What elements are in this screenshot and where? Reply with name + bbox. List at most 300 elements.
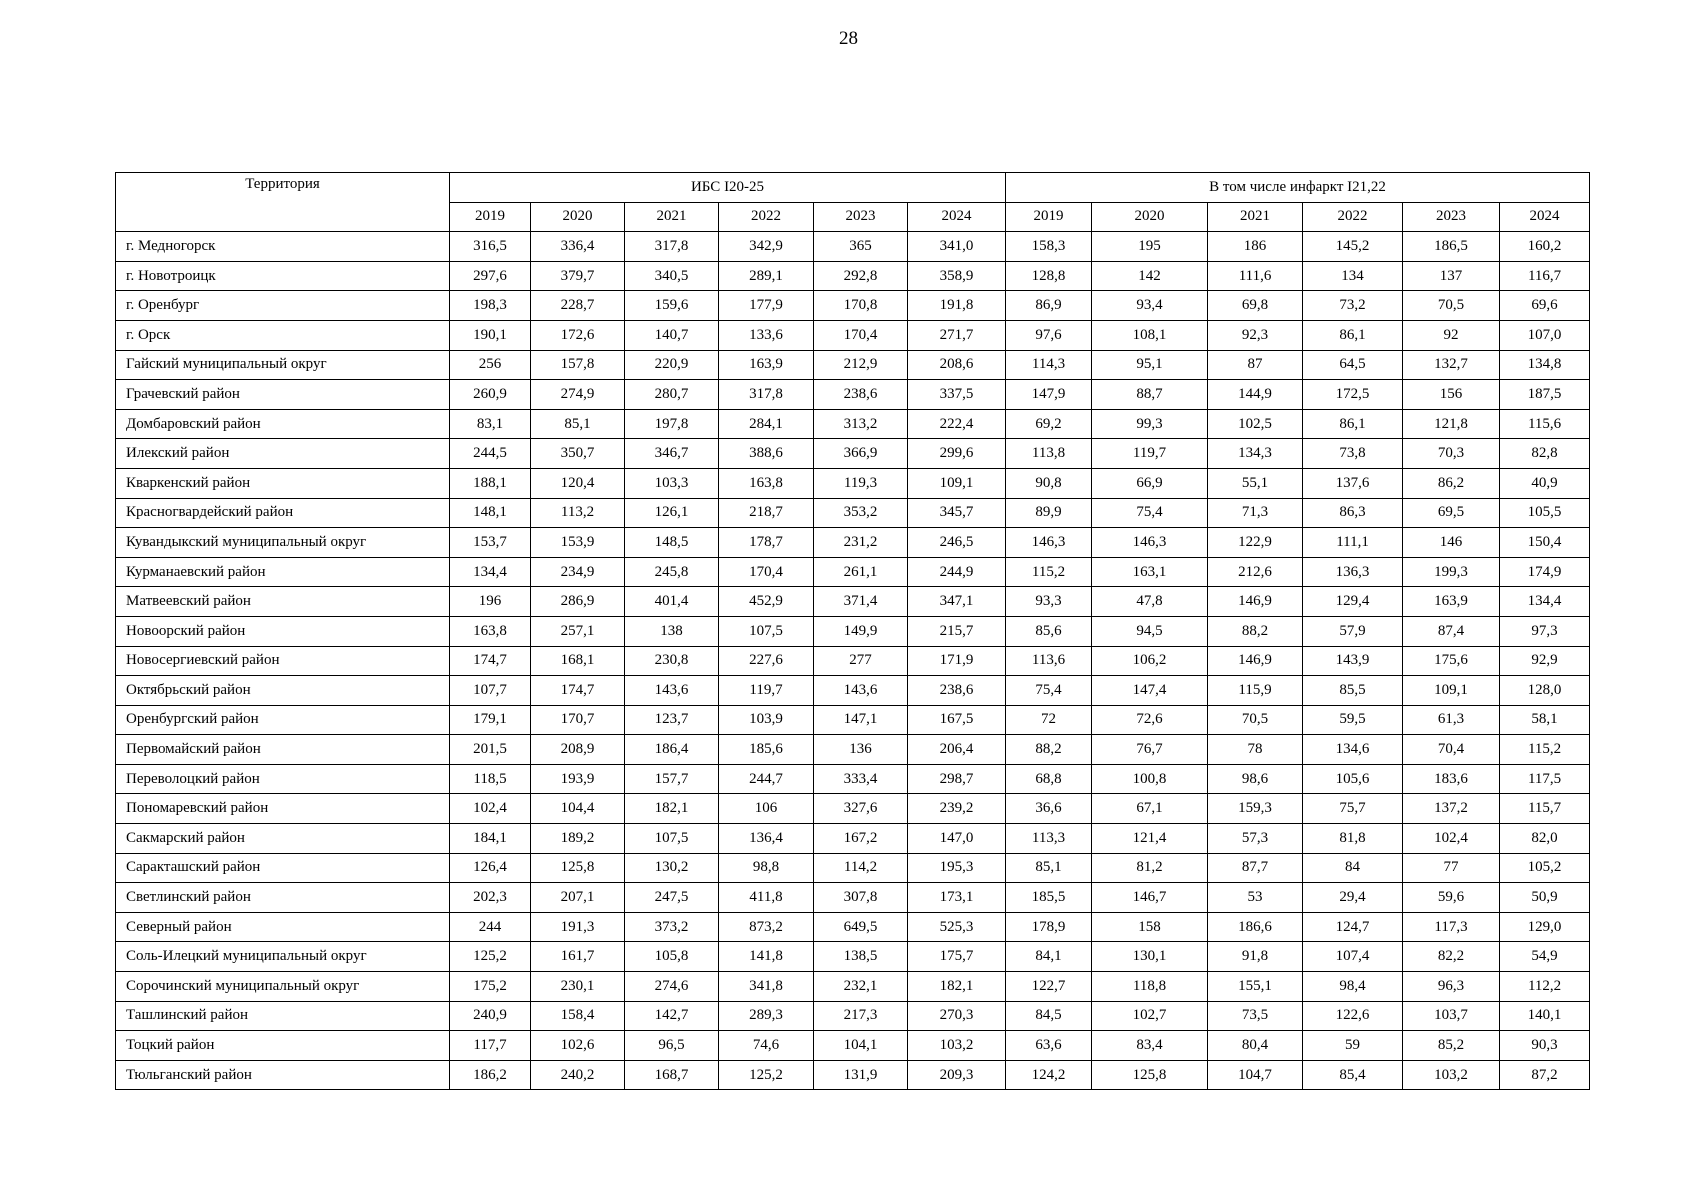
ibs-value-cell: 170,4	[719, 557, 814, 587]
infarction-value-cell: 103,2	[1403, 1060, 1500, 1090]
table-row	[116, 676, 1590, 706]
infarction-value-cell: 85,2	[1403, 1031, 1500, 1061]
infarction-value-cell: 73,5	[1208, 1001, 1303, 1031]
infarction-value-cell: 85,5	[1303, 676, 1403, 706]
ibs-value-cell: 212,9	[814, 350, 908, 380]
ibs-value-cell: 245,8	[625, 557, 719, 587]
ibs-value-cell: 186,2	[450, 1060, 531, 1090]
ibs-value-cell: 174,7	[450, 646, 531, 676]
table-row	[116, 439, 1590, 469]
ibs-value-cell: 261,1	[814, 557, 908, 587]
ibs-value-cell: 244,9	[908, 557, 1006, 587]
infarction-value-cell: 73,2	[1303, 291, 1403, 321]
infarction-value-cell: 83,4	[1092, 1031, 1208, 1061]
ibs-value-cell: 238,6	[814, 380, 908, 410]
ibs-year-header: 2019	[450, 202, 531, 232]
infarction-value-cell: 71,3	[1208, 498, 1303, 528]
ibs-value-cell: 202,3	[450, 883, 531, 913]
infarction-value-cell: 64,5	[1303, 350, 1403, 380]
infarction-value-cell: 136,3	[1303, 557, 1403, 587]
infarction-value-cell: 98,6	[1208, 764, 1303, 794]
ibs-value-cell: 167,2	[814, 824, 908, 854]
infarction-value-cell: 73,8	[1303, 439, 1403, 469]
infarction-value-cell: 88,2	[1006, 735, 1092, 765]
ibs-value-cell: 148,5	[625, 528, 719, 558]
ibs-value-cell: 179,1	[450, 705, 531, 735]
ibs-value-cell: 119,3	[814, 468, 908, 498]
ibs-value-cell: 240,2	[531, 1060, 625, 1090]
infarction-value-cell: 137	[1403, 261, 1500, 291]
territory-name-cell: Новоорский район	[116, 616, 450, 646]
ibs-value-cell: 317,8	[719, 380, 814, 410]
infarction-year-header: 2021	[1208, 202, 1303, 232]
ibs-value-cell: 218,7	[719, 498, 814, 528]
infarction-value-cell: 91,8	[1208, 942, 1303, 972]
infarction-value-cell: 174,9	[1500, 557, 1590, 587]
ibs-value-cell: 280,7	[625, 380, 719, 410]
ibs-value-cell: 167,5	[908, 705, 1006, 735]
infarction-value-cell: 107,4	[1303, 942, 1403, 972]
infarction-value-cell: 87	[1208, 350, 1303, 380]
infarction-value-cell: 61,3	[1403, 705, 1500, 735]
infarction-value-cell: 104,7	[1208, 1060, 1303, 1090]
infarction-value-cell: 137,6	[1303, 468, 1403, 498]
ibs-value-cell: 232,1	[814, 972, 908, 1002]
infarction-value-cell: 90,3	[1500, 1031, 1590, 1061]
table-row	[116, 735, 1590, 765]
infarction-value-cell: 109,1	[1403, 676, 1500, 706]
territory-name-cell: г. Новотроицк	[116, 261, 450, 291]
infarction-value-cell: 212,6	[1208, 557, 1303, 587]
infarction-value-cell: 112,2	[1500, 972, 1590, 1002]
infarction-value-cell: 95,1	[1092, 350, 1208, 380]
infarction-value-cell: 84,5	[1006, 1001, 1092, 1031]
infarction-value-cell: 59,5	[1303, 705, 1403, 735]
ibs-value-cell: 270,3	[908, 1001, 1006, 1031]
ibs-value-cell: 147,1	[814, 705, 908, 735]
infarction-value-cell: 102,7	[1092, 1001, 1208, 1031]
infarction-value-cell: 117,5	[1500, 764, 1590, 794]
ibs-value-cell: 379,7	[531, 261, 625, 291]
infarction-value-cell: 146	[1403, 528, 1500, 558]
ibs-value-cell: 186,4	[625, 735, 719, 765]
territory-name-cell: г. Орск	[116, 320, 450, 350]
infarction-year-header: 2022	[1303, 202, 1403, 232]
ibs-value-cell: 136	[814, 735, 908, 765]
ibs-value-cell: 117,7	[450, 1031, 531, 1061]
infarction-value-cell: 140,1	[1500, 1001, 1590, 1031]
ibs-value-cell: 98,8	[719, 853, 814, 883]
territory-name-cell: Грачевский район	[116, 380, 450, 410]
ibs-value-cell: 274,6	[625, 972, 719, 1002]
ibs-value-cell: 209,3	[908, 1060, 1006, 1090]
infarction-value-cell: 156	[1403, 380, 1500, 410]
ibs-value-cell: 177,9	[719, 291, 814, 321]
infarction-value-cell: 115,2	[1006, 557, 1092, 587]
ibs-value-cell: 299,6	[908, 439, 1006, 469]
ibs-value-cell: 190,1	[450, 320, 531, 350]
ibs-value-cell: 197,8	[625, 409, 719, 439]
ibs-value-cell: 230,1	[531, 972, 625, 1002]
infarction-value-cell: 128,0	[1500, 676, 1590, 706]
ibs-year-header: 2022	[719, 202, 814, 232]
infarction-value-cell: 160,2	[1500, 232, 1590, 262]
ibs-value-cell: 195,3	[908, 853, 1006, 883]
infarction-value-cell: 36,6	[1006, 794, 1092, 824]
infarction-value-cell: 186,5	[1403, 232, 1500, 262]
table-body	[116, 232, 1590, 1090]
ibs-value-cell: 340,5	[625, 261, 719, 291]
ibs-value-cell: 178,7	[719, 528, 814, 558]
ibs-value-cell: 365	[814, 232, 908, 262]
ibs-value-cell: 208,9	[531, 735, 625, 765]
ibs-value-cell: 120,4	[531, 468, 625, 498]
infarction-value-cell: 87,7	[1208, 853, 1303, 883]
infarction-value-cell: 128,8	[1006, 261, 1092, 291]
infarction-value-cell: 155,1	[1208, 972, 1303, 1002]
ibs-value-cell: 74,6	[719, 1031, 814, 1061]
infarction-value-cell: 78	[1208, 735, 1303, 765]
table-row	[116, 824, 1590, 854]
ibs-value-cell: 244	[450, 912, 531, 942]
infarction-value-cell: 125,8	[1092, 1060, 1208, 1090]
ibs-value-cell: 153,7	[450, 528, 531, 558]
infarction-value-cell: 146,3	[1092, 528, 1208, 558]
infarction-value-cell: 69,2	[1006, 409, 1092, 439]
ibs-value-cell: 168,1	[531, 646, 625, 676]
table-row	[116, 557, 1590, 587]
infarction-value-cell: 100,8	[1092, 764, 1208, 794]
ibs-value-cell: 173,1	[908, 883, 1006, 913]
ibs-value-cell: 341,0	[908, 232, 1006, 262]
infarction-value-cell: 57,3	[1208, 824, 1303, 854]
infarction-value-cell: 88,7	[1092, 380, 1208, 410]
infarction-value-cell: 69,5	[1403, 498, 1500, 528]
ibs-value-cell: 138	[625, 616, 719, 646]
table-row	[116, 380, 1590, 410]
infarction-value-cell: 70,3	[1403, 439, 1500, 469]
ibs-value-cell: 134,4	[450, 557, 531, 587]
infarction-value-cell: 67,1	[1092, 794, 1208, 824]
ibs-value-cell: 114,2	[814, 853, 908, 883]
page-number: 28	[839, 28, 858, 49]
table-row	[116, 498, 1590, 528]
ibs-value-cell: 149,9	[814, 616, 908, 646]
ibs-value-cell: 401,4	[625, 587, 719, 617]
ibs-value-cell: 274,9	[531, 380, 625, 410]
infarction-value-cell: 108,1	[1092, 320, 1208, 350]
ibs-value-cell: 96,5	[625, 1031, 719, 1061]
territory-header: Территория	[116, 173, 450, 232]
infarction-value-cell: 86,2	[1403, 468, 1500, 498]
ibs-value-cell: 148,1	[450, 498, 531, 528]
territory-name-cell: Сорочинский муниципальный округ	[116, 972, 450, 1002]
ibs-value-cell: 231,2	[814, 528, 908, 558]
infarction-value-cell: 146,9	[1208, 646, 1303, 676]
ibs-value-cell: 452,9	[719, 587, 814, 617]
infarction-value-cell: 92,3	[1208, 320, 1303, 350]
infarction-value-cell: 183,6	[1403, 764, 1500, 794]
ibs-value-cell: 649,5	[814, 912, 908, 942]
infarction-value-cell: 57,9	[1303, 616, 1403, 646]
ibs-value-cell: 104,4	[531, 794, 625, 824]
infarction-value-cell: 86,3	[1303, 498, 1403, 528]
infarction-value-cell: 122,6	[1303, 1001, 1403, 1031]
ibs-value-cell: 123,7	[625, 705, 719, 735]
infarction-value-cell: 187,5	[1500, 380, 1590, 410]
table-row	[116, 646, 1590, 676]
ibs-value-cell: 147,0	[908, 824, 1006, 854]
ibs-value-cell: 163,9	[719, 350, 814, 380]
ibs-value-cell: 206,4	[908, 735, 1006, 765]
ibs-value-cell: 271,7	[908, 320, 1006, 350]
territory-name-cell: Саракташский район	[116, 853, 450, 883]
ibs-value-cell: 170,7	[531, 705, 625, 735]
ibs-value-cell: 125,2	[450, 942, 531, 972]
infarction-value-cell: 144,9	[1208, 380, 1303, 410]
ibs-value-cell: 161,7	[531, 942, 625, 972]
infarction-value-cell: 89,9	[1006, 498, 1092, 528]
infarction-value-cell: 40,9	[1500, 468, 1590, 498]
infarction-value-cell: 159,3	[1208, 794, 1303, 824]
infarction-value-cell: 134	[1303, 261, 1403, 291]
ibs-value-cell: 227,6	[719, 646, 814, 676]
table-row	[116, 972, 1590, 1002]
ibs-value-cell: 182,1	[908, 972, 1006, 1002]
infarction-value-cell: 113,3	[1006, 824, 1092, 854]
infarction-value-cell: 102,5	[1208, 409, 1303, 439]
table-row	[116, 320, 1590, 350]
infarction-value-cell: 93,4	[1092, 291, 1208, 321]
infarction-value-cell: 105,2	[1500, 853, 1590, 883]
infarction-value-cell: 69,8	[1208, 291, 1303, 321]
ibs-value-cell: 307,8	[814, 883, 908, 913]
ibs-value-cell: 346,7	[625, 439, 719, 469]
ibs-value-cell: 126,4	[450, 853, 531, 883]
infarction-value-cell: 199,3	[1403, 557, 1500, 587]
ibs-value-cell: 138,5	[814, 942, 908, 972]
ibs-value-cell: 189,2	[531, 824, 625, 854]
infarction-value-cell: 94,5	[1092, 616, 1208, 646]
infarction-value-cell: 118,8	[1092, 972, 1208, 1002]
territory-name-cell: Тюльганский район	[116, 1060, 450, 1090]
territory-name-cell: Первомайский район	[116, 735, 450, 765]
ibs-value-cell: 182,1	[625, 794, 719, 824]
ibs-value-cell: 247,5	[625, 883, 719, 913]
ibs-value-cell: 153,9	[531, 528, 625, 558]
ibs-value-cell: 298,7	[908, 764, 1006, 794]
ibs-value-cell: 103,3	[625, 468, 719, 498]
ibs-value-cell: 85,1	[531, 409, 625, 439]
infarction-value-cell: 115,6	[1500, 409, 1590, 439]
ibs-value-cell: 366,9	[814, 439, 908, 469]
infarction-value-cell: 132,7	[1403, 350, 1500, 380]
infarction-value-cell: 29,4	[1303, 883, 1403, 913]
ibs-value-cell: 246,5	[908, 528, 1006, 558]
ibs-value-cell: 130,2	[625, 853, 719, 883]
infarction-value-cell: 134,6	[1303, 735, 1403, 765]
infarction-value-cell: 68,8	[1006, 764, 1092, 794]
ibs-value-cell: 240,9	[450, 1001, 531, 1031]
territory-name-cell: г. Оренбург	[116, 291, 450, 321]
table-row	[116, 528, 1590, 558]
table-row	[116, 1031, 1590, 1061]
infarction-value-cell: 150,4	[1500, 528, 1590, 558]
ibs-value-cell: 174,7	[531, 676, 625, 706]
infarction-value-cell: 147,4	[1092, 676, 1208, 706]
ibs-value-cell: 347,1	[908, 587, 1006, 617]
territory-name-cell: Светлинский район	[116, 883, 450, 913]
ibs-value-cell: 140,7	[625, 320, 719, 350]
ibs-value-cell: 292,8	[814, 261, 908, 291]
infarction-value-cell: 86,1	[1303, 320, 1403, 350]
infarction-value-cell: 134,3	[1208, 439, 1303, 469]
territory-name-cell: Новосергиевский район	[116, 646, 450, 676]
territory-name-cell: Красногвардейский район	[116, 498, 450, 528]
infarction-year-header: 2019	[1006, 202, 1092, 232]
ibs-value-cell: 171,9	[908, 646, 1006, 676]
ibs-value-cell: 327,6	[814, 794, 908, 824]
infarction-value-cell: 85,4	[1303, 1060, 1403, 1090]
territory-name-cell: Пономаревский район	[116, 794, 450, 824]
table-row	[116, 764, 1590, 794]
infarction-value-cell: 85,1	[1006, 853, 1092, 883]
ibs-value-cell: 260,9	[450, 380, 531, 410]
ibs-value-cell: 105,8	[625, 942, 719, 972]
infarction-value-cell: 47,8	[1092, 587, 1208, 617]
infarction-value-cell: 55,1	[1208, 468, 1303, 498]
ibs-value-cell: 873,2	[719, 912, 814, 942]
ibs-value-cell: 207,1	[531, 883, 625, 913]
ibs-value-cell: 163,8	[719, 468, 814, 498]
infarction-value-cell: 195	[1092, 232, 1208, 262]
infarction-group-header: В том числе инфаркт I21,22	[1006, 173, 1590, 203]
ibs-value-cell: 191,8	[908, 291, 1006, 321]
ibs-value-cell: 333,4	[814, 764, 908, 794]
ibs-value-cell: 191,3	[531, 912, 625, 942]
ibs-value-cell: 118,5	[450, 764, 531, 794]
table-row	[116, 409, 1590, 439]
infarction-year-header: 2023	[1403, 202, 1500, 232]
ibs-value-cell: 239,2	[908, 794, 1006, 824]
infarction-value-cell: 142	[1092, 261, 1208, 291]
ibs-value-cell: 336,4	[531, 232, 625, 262]
ibs-value-cell: 106	[719, 794, 814, 824]
ibs-value-cell: 238,6	[908, 676, 1006, 706]
ibs-value-cell: 358,9	[908, 261, 1006, 291]
table-row	[116, 587, 1590, 617]
ibs-value-cell: 83,1	[450, 409, 531, 439]
ibs-value-cell: 286,9	[531, 587, 625, 617]
infarction-value-cell: 92	[1403, 320, 1500, 350]
ibs-year-header: 2021	[625, 202, 719, 232]
infarction-value-cell: 134,4	[1500, 587, 1590, 617]
infarction-value-cell: 158	[1092, 912, 1208, 942]
infarction-value-cell: 186	[1208, 232, 1303, 262]
territory-name-cell: г. Медногорск	[116, 232, 450, 262]
infarction-value-cell: 158,3	[1006, 232, 1092, 262]
infarction-value-cell: 163,9	[1403, 587, 1500, 617]
territory-name-cell: Переволоцкий район	[116, 764, 450, 794]
ibs-value-cell: 345,7	[908, 498, 1006, 528]
infarction-value-cell: 84	[1303, 853, 1403, 883]
ibs-value-cell: 143,6	[814, 676, 908, 706]
ibs-year-header: 2023	[814, 202, 908, 232]
infarction-value-cell: 137,2	[1403, 794, 1500, 824]
infarction-value-cell: 134,8	[1500, 350, 1590, 380]
infarction-value-cell: 146,7	[1092, 883, 1208, 913]
infarction-value-cell: 97,3	[1500, 616, 1590, 646]
infarction-value-cell: 59,6	[1403, 883, 1500, 913]
infarction-value-cell: 111,6	[1208, 261, 1303, 291]
infarction-value-cell: 70,5	[1208, 705, 1303, 735]
territory-name-cell: Тоцкий район	[116, 1031, 450, 1061]
infarction-value-cell: 87,4	[1403, 616, 1500, 646]
infarction-value-cell: 59	[1303, 1031, 1403, 1061]
table-row	[116, 350, 1590, 380]
infarction-value-cell: 80,4	[1208, 1031, 1303, 1061]
ibs-value-cell: 103,9	[719, 705, 814, 735]
infarction-value-cell: 130,1	[1092, 942, 1208, 972]
ibs-value-cell: 353,2	[814, 498, 908, 528]
ibs-value-cell: 371,4	[814, 587, 908, 617]
territory-name-cell: Матвеевский район	[116, 587, 450, 617]
territory-name-cell: Кваркенский район	[116, 468, 450, 498]
infarction-value-cell: 58,1	[1500, 705, 1590, 735]
infarction-value-cell: 113,8	[1006, 439, 1092, 469]
ibs-value-cell: 313,2	[814, 409, 908, 439]
infarction-value-cell: 185,5	[1006, 883, 1092, 913]
ibs-value-cell: 107,5	[625, 824, 719, 854]
infarction-value-cell: 175,6	[1403, 646, 1500, 676]
ibs-value-cell: 257,1	[531, 616, 625, 646]
ibs-value-cell: 284,1	[719, 409, 814, 439]
ibs-value-cell: 125,8	[531, 853, 625, 883]
infarction-value-cell: 82,0	[1500, 824, 1590, 854]
territory-name-cell: Сакмарский район	[116, 824, 450, 854]
infarction-year-header: 2020	[1092, 202, 1208, 232]
infarction-value-cell: 116,7	[1500, 261, 1590, 291]
infarction-value-cell: 84,1	[1006, 942, 1092, 972]
ibs-value-cell: 175,7	[908, 942, 1006, 972]
infarction-value-cell: 81,8	[1303, 824, 1403, 854]
ibs-value-cell: 228,7	[531, 291, 625, 321]
ibs-value-cell: 388,6	[719, 439, 814, 469]
infarction-value-cell: 75,4	[1092, 498, 1208, 528]
ibs-value-cell: 113,2	[531, 498, 625, 528]
ibs-value-cell: 158,4	[531, 1001, 625, 1031]
ibs-value-cell: 184,1	[450, 824, 531, 854]
ibs-value-cell: 136,4	[719, 824, 814, 854]
infarction-value-cell: 99,3	[1092, 409, 1208, 439]
infarction-value-cell: 87,2	[1500, 1060, 1590, 1090]
ibs-value-cell: 234,9	[531, 557, 625, 587]
ibs-value-cell: 373,2	[625, 912, 719, 942]
infarction-value-cell: 129,0	[1500, 912, 1590, 942]
table-row	[116, 853, 1590, 883]
infarction-value-cell: 122,7	[1006, 972, 1092, 1002]
infarction-value-cell: 146,9	[1208, 587, 1303, 617]
ibs-value-cell: 188,1	[450, 468, 531, 498]
ibs-value-cell: 289,3	[719, 1001, 814, 1031]
infarction-value-cell: 178,9	[1006, 912, 1092, 942]
ibs-value-cell: 102,6	[531, 1031, 625, 1061]
infarction-year-header: 2024	[1500, 202, 1590, 232]
ibs-value-cell: 525,3	[908, 912, 1006, 942]
ibs-value-cell: 256	[450, 350, 531, 380]
territory-name-cell: Курманаевский район	[116, 557, 450, 587]
ibs-value-cell: 104,1	[814, 1031, 908, 1061]
